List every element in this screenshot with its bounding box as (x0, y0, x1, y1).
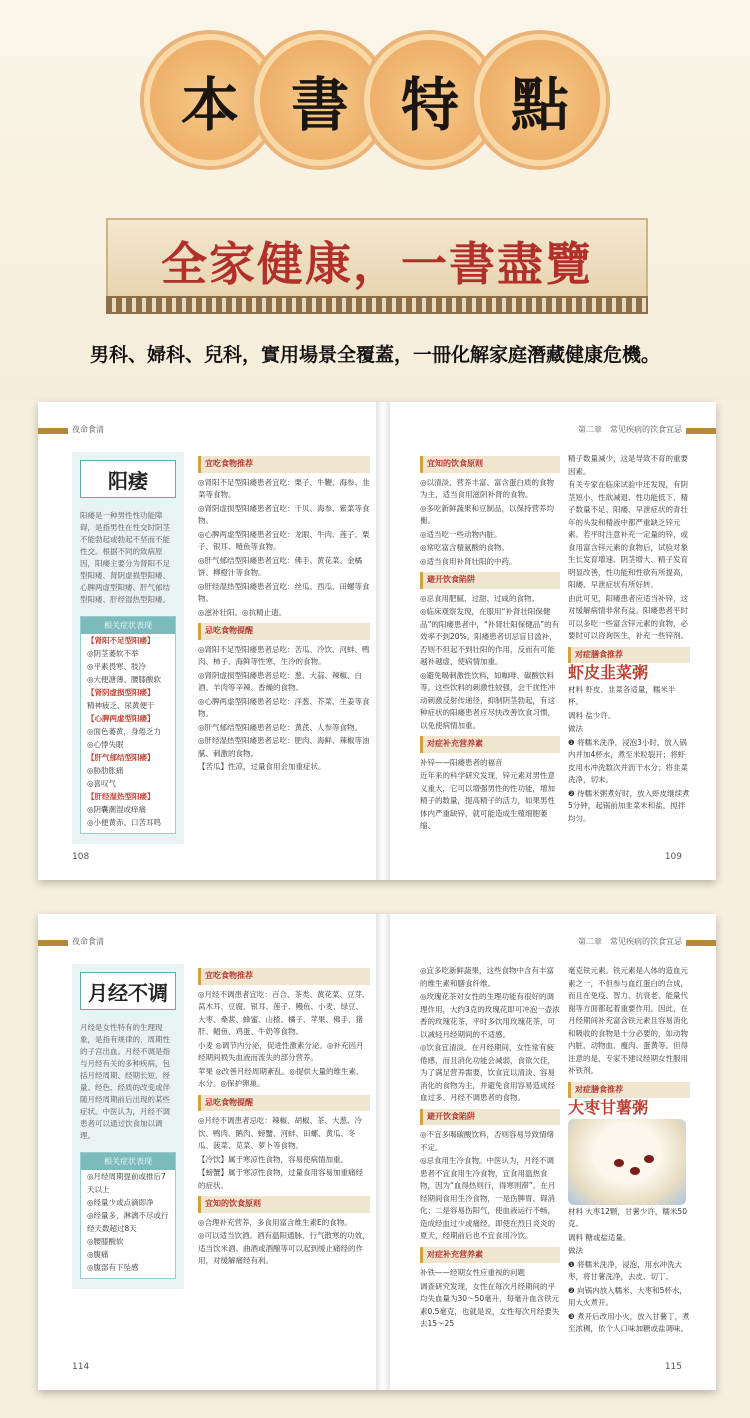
paragraph: ◎避免喝刺激性饮料，如咖啡、碳酸饮料等。这些饮料的刺激性较强，会干扰性冲动刺激反射传递径，抑制阴茎勃起，有这种症状的阳痿患者应尽快改善饮食习惯，以免使病情加重。 (420, 670, 555, 730)
paragraph: ❷ 向锅内放入糯米、大枣和5杯水，用大火煮开。 (568, 1285, 687, 1307)
paragraph: ◎适当食用补肾壮阳的中药。 (420, 556, 517, 566)
section-heading: 对症补充营养素 (420, 736, 560, 753)
topic-intro: 阳痿是一种男性性功能障碍，是指男性在性交时阴茎不能勃起或勃起不坚而不能性交。根据不同的致病原因，阳痿主要分为肾阳不足型阳痿、肾阴虚损型阳痿、心脾两虚型阳痿、肝气郁结型阳痿、肝经湿热型阳痿。 (80, 511, 170, 604)
paragraph: 【冷饮】属于寒凉性食物，容易使病情加重。 (198, 1154, 348, 1164)
symptom-box (80, 616, 176, 834)
paragraph: 小麦 ◎调节内分泌，促进性激素分泌。◎补充因月经期间损失血液而流失的部分营养。 (198, 1040, 364, 1062)
paragraph: ◎肾阴虚损型阳痿患者宜吃：干贝、海参、紫菜等食物。 (198, 503, 370, 525)
symptom-item: ◎心悸失眠 (87, 740, 124, 749)
book-spread-1 (38, 402, 716, 880)
column-3 (420, 452, 560, 834)
header-bar-right (686, 940, 716, 946)
symptom-item: ◎经量少或点滴即净 (87, 1198, 154, 1207)
symptom-item: 【肾阳不足型阳痿】 (87, 636, 155, 645)
paragraph: 材料 大枣12颗，甘薯少许，糯米50克。 (568, 1206, 687, 1228)
paragraph: ◎可以适当饮酒。酒有温阳通脉、行气散寒的功效，适当饮米酒、曲酒或酒酿等可以起到缓止痛经的作用，对缓解痛经有利。 (198, 1231, 370, 1265)
symptom-item: ◎平素畏寒、肢冷 (87, 662, 147, 671)
paragraph: ◎合理补充营养，多食用富含维生素E的食物。 (198, 1217, 352, 1227)
symptom-item: ◎胁肋胀痛 (87, 766, 124, 775)
badge-char: 本 (180, 71, 239, 139)
header-left: 夜命食清 (72, 425, 104, 434)
paragraph: ◎常吃富含精氨酸的食物。 (420, 543, 510, 552)
paragraph: ◎月经不调患者宜吃：百合、茶类、黄花菜、豆芽、莴木耳、豆腐、银耳、莲子、鳗鱼、小麦、绿豆、大枣、桑葚、蜂蜜、山楂、橘子、苹果、佛手、猪肝、鲳鱼、鸡蛋、牛奶等食物。 (198, 989, 370, 1036)
recipe-title: 虾皮韭菜粥 (568, 663, 649, 682)
paragraph: 做法 (568, 724, 583, 733)
paragraph: ◎忌食用生冷食物。中医认为，月经不调患者不宜食用生冷食物，宜食用温热食物，因为“血得热则行，得寒则滞”。在月经期间食用生冷食物，一是伤脾胃、碍消化；二是容易伤阳气，使血液运行不畅，造成经血过少或痛经。即使在烈日炎炎的夏天，经期前后也不宜食用冷饮。 (420, 1156, 556, 1240)
paragraph: 苹果 ◎改善月经周期紊乱。◎提供大量的维生素、水分。◎保护卵巢。 (198, 1066, 364, 1088)
section-heading: 宜吃食物推荐 (198, 968, 370, 985)
paragraph: ◎月经不调患者忌吃：辣椒、胡椒、茶、大葱、冷饮、鸭肉、鹅肉、螃蟹、河蚌、田螺、黄瓜、冬瓜、菠菜、苋菜、萝卜等食物。 (198, 1116, 363, 1150)
symptom-item: 精神疲乏、尿黄便干 (87, 701, 155, 710)
badge-char: 點 (510, 71, 569, 139)
paragraph: ◎肝经湿热型阳痿患者忌吃：肥肉、海鲜、辣椒等油腻、刺激的食物。 (198, 736, 370, 758)
symptom-list (81, 634, 175, 829)
topic-title-box (80, 460, 176, 498)
paragraph: ◎滋补壮阳。◎抗精止遗。 (198, 607, 287, 617)
paragraph: 【螃蟹】属于寒凉性食物，过量食用容易加重痛经的症状。 (198, 1168, 363, 1190)
header-right: 第二章 常见疾病的饮食宜忌 (578, 425, 682, 434)
section-heading: 宜知的饮食原则 (420, 456, 560, 473)
banner-title: 全家健康，一書盡覽 (161, 237, 593, 291)
symptom-item: 【心脾两虚型阳痿】 (87, 714, 155, 723)
paragraph: ◎宜多吃新鲜蔬果，这些食物中含有丰富的维生素和膳食纤维。 (420, 966, 555, 988)
topic-title-box (80, 972, 176, 1010)
page-number-right: 115 (664, 1362, 682, 1372)
symptom-item: ◎腰膝酸软 (87, 1237, 124, 1246)
symptom-item: 【肝经湿热型阳痿】 (87, 792, 155, 801)
section-heading: 忌吃食物提醒 (198, 623, 370, 640)
header-bar-right (686, 428, 716, 434)
topic-panel (72, 964, 184, 1289)
paragraph: ❶ 将糯米洗净，浸泡3小时，放入锅内并加4杯水，煮至米粒裂开；将虾皮用水冲洗数次并沥干水分；将韭菜洗净，切末。 (568, 737, 688, 784)
paragraph: 调查研究发现，女性在每次月经期间的平均失血量为30～50毫升，每毫升血含铁元素0.5毫克，也就是说，女性每次月经要失去15～25 (420, 1281, 560, 1328)
header-left: 夜命食清 (72, 937, 104, 946)
paragraph: ◎肝气郁结型阳痿患者宜吃：佛手、黄花菜、金橘饼、柳橙汁等食物。 (198, 555, 363, 577)
paragraph: ◎肝经湿热型阳痿患者宜吃：丝瓜、西瓜、田螺等食物。 (198, 581, 370, 603)
column-4 (568, 964, 690, 1337)
badge-2 (260, 40, 380, 160)
symptom-box (80, 1152, 176, 1279)
paragraph: ◎玫瑰花茶对女性的生理功能有很好的调理作用，大约3克的玫瑰花即可冲泡一壶浓香的玫瑰花茶，平时多饮用玫瑰花茶，可以减轻月经期间的不适感。 (420, 992, 560, 1039)
section-heading: 对症膳食推荐 (568, 647, 690, 664)
badge-char: 書 (290, 71, 349, 139)
symptom-list (81, 1170, 175, 1274)
page-number-left: 114 (72, 1362, 90, 1372)
paragraph: 毫克铁元素。铁元素是人体的造血元素之一，不但参与血红蛋白的合成，而且在免疫、智力、抗衰老、能量代谢等方面都起着重要作用。因此，在月经期间补充富含铁元素且容易消化和吸收的食物是十分必要的，如动物内脏、动物血、瘦肉、蛋黄等。但得注意的是，专家不建议经期女性服用补铁剂。 (568, 966, 688, 1075)
fret-border (106, 296, 648, 314)
paragraph: 调料 盐少许。 (568, 710, 616, 720)
symptom-item: ◎阴茎萎软不举 (87, 649, 139, 658)
badge-char: 特 (400, 71, 459, 139)
banner-subtitle: 男科、婦科、兒科，實用場景全覆蓋，一冊化解家庭潛藏健康危機。 (89, 344, 660, 366)
jujube-shape (630, 1167, 640, 1175)
column-4 (568, 452, 690, 826)
paragraph: 由此可见，阳痿患者应适当补锌，这对缓解病情非常有益。阳痿患者平时可以多吃一些富含锌元素的食物，必要时可以咨询医生，补充一些锌剂。 (568, 593, 688, 640)
hero-banner (0, 0, 750, 400)
symptom-item: ◎小便黄赤、口苦耳鸣 (87, 818, 162, 827)
symptom-header: 相关症状表现 (81, 617, 175, 634)
paragraph: ◎肝气郁结型阳痿患者忌吃：黄芪、人参等食物。 (198, 722, 363, 732)
symptom-item: 【肝气郁结型阳痿】 (87, 753, 155, 762)
badge-3 (370, 40, 490, 160)
symptom-item: ◎面色萎黄，身倦乏力 (87, 727, 162, 736)
paragraph: ❶ 将糯米洗净，浸泡，用水冲洗大枣，将甘薯洗净，去皮、切丁。 (568, 1259, 683, 1281)
paragraph: 有关专家在临床试验中还发现，有阴茎短小、性欲减退、性功能低下、精子数量不足、阳痿、早泄症状的青壮年的头发和精液中都严重缺乏锌元素。若平时注意补充一定量的锌，或食用富含锌元素的食物后，试验对象生长发育增速、阴茎增大、精子发育明显改善，性功能和性欲有所提高，阳痿、早泄症状有所好转。 (568, 480, 688, 589)
paragraph: 调料 糖或盐适量。 (568, 1232, 631, 1242)
symptom-item: ◎腹痛 (87, 1250, 109, 1259)
gutter (376, 402, 390, 880)
paragraph: ◎肾阳不足型阳痿患者忌吃：苦瓜、冷饮、河蚌、鸭肉、柿子、海鲜等性寒、生冷的食物。 (198, 644, 370, 666)
symptom-item: ◎阴囊潮湿或痒痛 (87, 805, 147, 814)
symptom-item: 【肾阴虚损型阳痿】 (87, 688, 155, 697)
symptom-header: 相关症状表现 (81, 1153, 175, 1170)
section-heading: 避开饮食陷阱 (420, 1109, 560, 1126)
symptom-item: ◎经量多，淋漓不尽或行经天数超过8天 (87, 1211, 169, 1233)
page-number-right: 109 (664, 852, 682, 862)
jujube-shape (614, 1159, 624, 1167)
symptom-item: ◎喜叹气 (87, 779, 117, 788)
gutter (376, 914, 390, 1390)
feature-badges (150, 40, 600, 168)
symptom-item: ◎腹部有下坠感 (87, 1263, 139, 1272)
topic-title: 月经不调 (88, 980, 168, 1005)
paragraph: 【苦瓜】性凉，过量食用会加重症状。 (198, 762, 326, 771)
jujube-shape (644, 1155, 654, 1163)
section-heading: 宜知的饮食原则 (198, 1196, 370, 1213)
paragraph: ◎心脾两虚型阳痿患者宜吃：龙眼、牛肉、莲子、栗子、银耳、鲢鱼等食物。 (198, 529, 370, 551)
paragraph: ❷ 待糯米粥煮好时，放入虾皮继续煮5分钟，起锅前加韭菜末和盐，搅拌均匀。 (568, 788, 690, 823)
paragraph: 近年来的科学研究发现，锌元素对男性意义重大，它可以增强男性的性功能，增加精子的数量，提高精子的活力，如果男性体内严重缺锌，就可能造成生殖细胞萎缩、 (420, 771, 555, 830)
section-heading: 忌吃食物提醒 (198, 1095, 370, 1112)
symptom-item: ◎月经周期提前或推后7天以上 (87, 1172, 166, 1194)
badge-4 (480, 40, 600, 160)
paragraph: 补锌——阳痿患者的福音 (420, 757, 503, 767)
section-heading: 对症补充营养素 (420, 1247, 560, 1264)
paragraph: ◎不宜多喝碳酸饮料，否则容易导致情绪不定。 (420, 1130, 555, 1152)
symptom-item: ◎大便溏薄、腰膝酸软 (87, 675, 162, 684)
topic-intro: 月经是女性特有的生理现象，是指有规律的、周期性的子宫出血。月经不调是指与月经有关的多种疾病，包括月经周期、经期长短、经量、经色、经质的改变或伴随月经周期前后出现的某些症状。中医认为，月经不调患者可以通过饮食加以调理。 (80, 1023, 170, 1140)
topic-panel (72, 452, 184, 844)
header-right: 第二章 常见疾病的饮食宜忌 (578, 937, 682, 946)
paragraph: 材料 虾皮、韭菜各适量，糯米半杯。 (568, 684, 676, 706)
header-bar-left (38, 940, 68, 946)
paragraph: ◎肾阴虚损型阳痿患者忌吃：葱、大蒜、辣椒、白酒、羊肉等辛辣、香燥的食物。 (198, 670, 363, 692)
paragraph: ❸ 煮开后改用小火，放入甘薯丁，煮至浓稠，依个人口味加糖或盐调味。 (568, 1311, 690, 1333)
section-heading: 避开饮食陷阱 (420, 572, 560, 589)
page-number-left: 108 (72, 852, 90, 862)
paragraph: ◎临床观察发现，在服用“补肾壮阳保健品”的阳痿患者中，“补肾壮阳保健品”的有效率不到20%。阳痿患者切忌盲目滥补，否则不但起不到壮阳的作用，反而有可能越补越虚，使病情加重。 (420, 607, 560, 666)
paragraph: ◎心脾两虚型阳痿患者忌吃：洋葱、芥菜、生姜等食物。 (198, 696, 370, 718)
column-2 (198, 452, 370, 775)
badge-1 (150, 40, 270, 160)
paragraph: ◎忌食用肥腻、过甜、过咸的食物。 (420, 593, 540, 603)
paragraph: ◎饮食宜清淡。在月经期间，女性常有疲倦感，而且消化功能会减弱，食欲欠佳，为了满足营养需要，饮食宜以清淡、容易消化的食物为主，并避免食用容易造成经血过多、月经不调患者的食物。 (420, 1043, 555, 1102)
header-bar-left (38, 428, 68, 434)
column-3 (420, 964, 560, 1332)
book-spread-2 (38, 914, 716, 1390)
topic-title: 阳痿 (108, 468, 148, 493)
title-band (106, 218, 648, 308)
paragraph: ◎适当吃一些动物内脏。 (420, 529, 502, 539)
paragraph: ◎肾阳不足型阳痿患者宜吃：栗子、牛鞭、海参、韭菜等食物。 (198, 477, 370, 499)
section-heading: 宜吃食物推荐 (198, 456, 370, 473)
porridge-photo (568, 1119, 686, 1205)
paragraph: ◎多吃新鲜蔬果和豆制品，以保持营养均衡。 (420, 503, 555, 525)
paragraph: ◎以清淡、营养丰富、富含蛋白质的食物为主，适当食用滋阴补肾的食物。 (420, 477, 555, 499)
paragraph: 补铁——经期女性应重视的问题 (420, 1268, 525, 1277)
section-heading: 对症膳食推荐 (568, 1082, 690, 1099)
paragraph: 做法 (568, 1246, 583, 1255)
recipe-title: 大枣甘薯粥 (568, 1098, 649, 1117)
column-2 (198, 964, 370, 1269)
paragraph: 精子数量减少，这是导致不育的重要因素。 (568, 454, 688, 476)
